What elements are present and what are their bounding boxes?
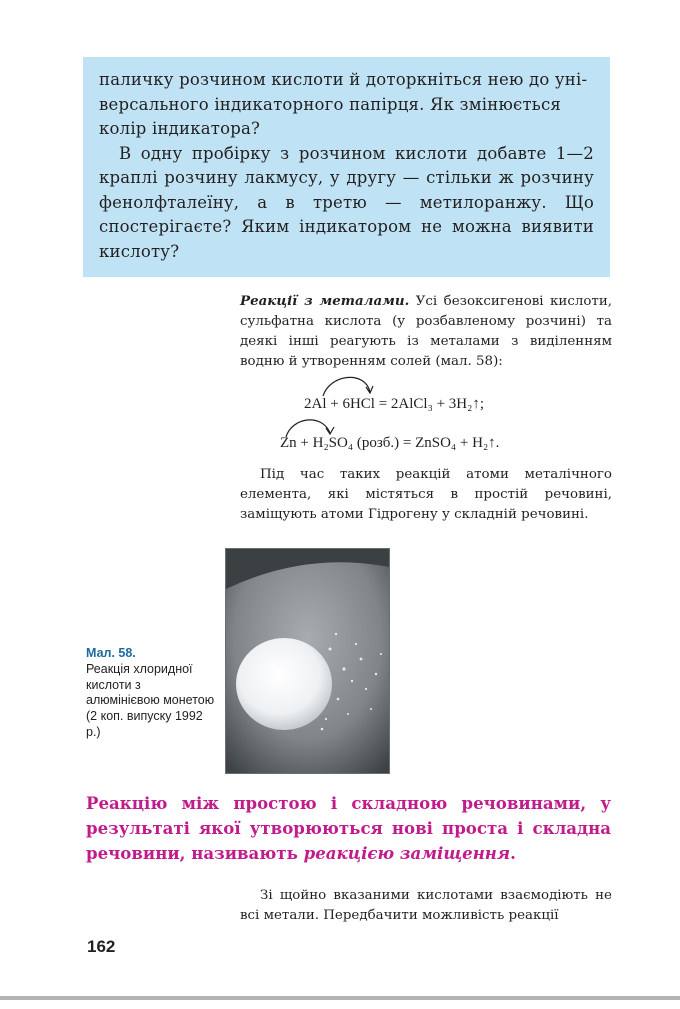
reaction-photo xyxy=(225,548,390,774)
task-line: колір індикатора? xyxy=(99,119,261,138)
task-line: версального індикаторного папірця. Як змінюється xyxy=(99,94,562,114)
equation-zinc: Zn + H₂SO₄ (розб.) = ZnSO₄ + H₂↑. xyxy=(280,435,500,451)
section-heading: Реакції з металами. xyxy=(240,293,410,309)
electron-arrow-1-icon xyxy=(320,372,380,398)
metals-section xyxy=(240,291,612,372)
continuation-text: Зі щойно вказаними кислотами взаємодіють не всі метали. Передбачити можливість реакції xyxy=(240,888,612,923)
experiment-task-box xyxy=(83,57,610,277)
page-number: 162 xyxy=(87,937,116,956)
definition-end: . xyxy=(510,843,516,863)
definition-term: реакцією заміщення xyxy=(303,843,511,863)
explanation-text: Під час таких реакцій атоми металічного елемента, які містяться в простій речовині, заміщують атоми Гідрогену у складній речовині. xyxy=(240,467,612,522)
figure-caption-text: Реакція хлоридної кислоти з алюмінієвою монетою (2 коп. випуску 1992 р.) xyxy=(86,661,215,739)
coin-photo-image xyxy=(226,549,389,773)
substitution-definition xyxy=(86,791,611,866)
definition-text: Реакцію між простою і складною речовинами, у результаті якої утворюються нові проста і складна речовини, називають xyxy=(86,793,611,863)
task-paragraph: В одну пробірку з розчином кислоти добавте 1—2 краплі розчину лакмусу, у другу — стільки ж розчину фенолфталеїну, а в третю — метилоранжу. Що спостерігаєте? Яким індикатором не можна виявити кислоту? xyxy=(99,143,594,261)
equation-aluminium: 2Al + 6HCl = 2AlCl₃ + 3H₂↑; xyxy=(304,396,485,412)
figure-label: Мал. 58. xyxy=(86,646,136,660)
task-line: паличку розчином кислоти й доторкніться нею до уні- xyxy=(99,70,588,89)
bottom-divider xyxy=(0,996,680,1000)
section-text: Усі безоксигенові кислоти, сульфатна кислота (у розбавленому розчині) та деякі інші реагують із металами з виділенням водню й утворенням солей (мал. 58): xyxy=(240,294,612,369)
substitution-explanation xyxy=(240,465,612,525)
figure-caption xyxy=(86,646,216,741)
